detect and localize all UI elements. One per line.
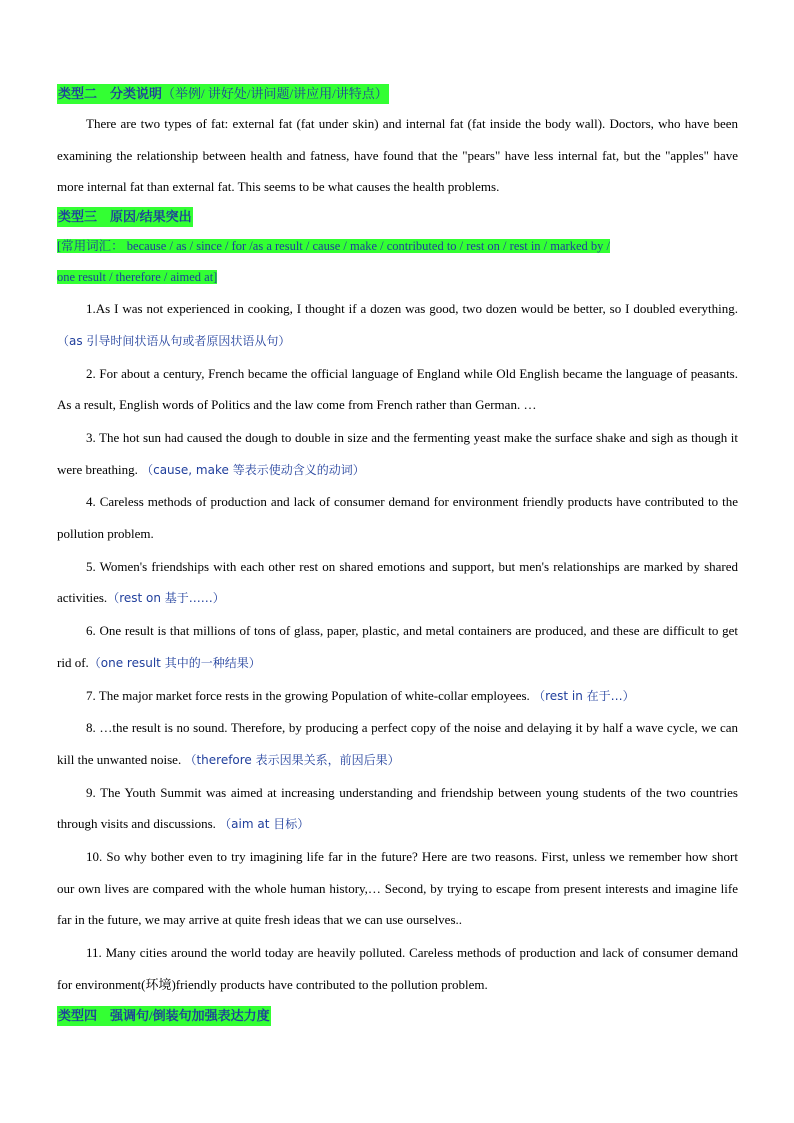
list-item: 11. Many cities around the world today are heavily polluted. Careless methods of production and lack of consumer demand for environment(环境)friendly products have contributed to the pollution problem. <box>57 945 738 992</box>
item-note: （as 引导时间状语从句或者原因状语从句） <box>57 333 291 348</box>
section4-heading: 类型四 强调句/倒装句加强表达力度 <box>57 1006 271 1026</box>
section2-paragraph: There are two types of fat: external fat (fat under skin) and internal fat (fat inside the body wall). Doctors, who have been examining the relationship between health and fatness, have found that the "pears" have less internal fat, but the "apples" have more internal fat than external fat. This seems to be what causes the health problems. <box>57 116 738 195</box>
item-note: （one result 其中的一种结果） <box>88 655 261 670</box>
vocab-line-1: [常用词汇： because / as / since / for /as a result / cause / make / contributed to / rest on / rest in / marked by / <box>57 239 610 254</box>
section3-heading: 类型三 原因/结果突出 <box>57 207 193 227</box>
section2-heading-line <box>57 80 738 108</box>
section2-heading-note: （举例/ 讲好处/讲问题/讲应用/讲特点） <box>162 86 388 101</box>
list-item: 2. For about a century, French became the official language of England while Old English became the language of peasants. As a result, English words of Politics and the law come from French rather than German. … <box>57 365 738 413</box>
section2-heading-text: 类型二 分类说明 <box>58 86 163 101</box>
list-item: 8. …the result is no sound. Therefore, by producing a perfect copy of the noise and delaying it by half a wave cycle, we can kill the unwanted noise. （therefore 表示因果关系，前因后果） <box>57 720 738 767</box>
list-item: 3. The hot sun had caused the dough to double in size and the fermenting yeast make the surface shake and sigh as though it were breathing. （cause, make 等表示使动含义的动词） <box>57 429 738 477</box>
item-note: （rest on 基于……） <box>107 591 225 606</box>
list-item: 4. Careless methods of production and lack of consumer demand for environment friendly products have contributed to the pollution problem. <box>57 494 738 542</box>
list-item: 6. One result is that millions of tons of glass, paper, plastic, and metal containers are produced, and these are difficult to get rid of.（one result 其中的一种结果） <box>57 623 738 670</box>
list-item: 7. The major market force rests in the growing Population of white-collar employees. （rest in 在于…） <box>86 687 635 703</box>
section2-heading <box>57 84 389 104</box>
vocab-line-2: one result / therefore / aimed at] <box>57 270 218 285</box>
item-note: （aim at 目标） <box>219 817 310 832</box>
item-note: （rest in 在于…） <box>533 688 635 703</box>
list-item: 5. Women's friendships with each other rest on shared emotions and support, but men's relationships are marked by shared activities.（rest on 基于……） <box>57 558 738 606</box>
section4-heading-line <box>57 1002 738 1030</box>
vocab-list <box>57 231 738 293</box>
list-item: 10. So why bother even to try imagining life far in the future? Here are two reasons. First, unless we remember how short our own lives are compared with the whole human history,… Second, by trying to escape from present interests and imagine life far in the future, we may arrive at quite fresh ideas that we can use ourselves.. <box>57 849 738 928</box>
item-note: （therefore 表示因果关系，前因后果） <box>184 752 400 767</box>
item-note: （cause, make 等表示使动含义的动词） <box>141 462 365 477</box>
list-item: 1.As I was not experienced in cooking, I thought if a dozen was good, two dozen would be better, so I doubled everything.（as 引导时间状语从句或者原因状语从句） <box>57 301 738 348</box>
list-item: 9. The Youth Summit was aimed at increasing understanding and friendship between young students of the two countries through visits and discussions. （aim at 目标） <box>57 784 738 832</box>
document-page <box>57 80 738 1030</box>
example-list <box>57 293 738 1001</box>
section3-heading-line <box>57 203 738 231</box>
